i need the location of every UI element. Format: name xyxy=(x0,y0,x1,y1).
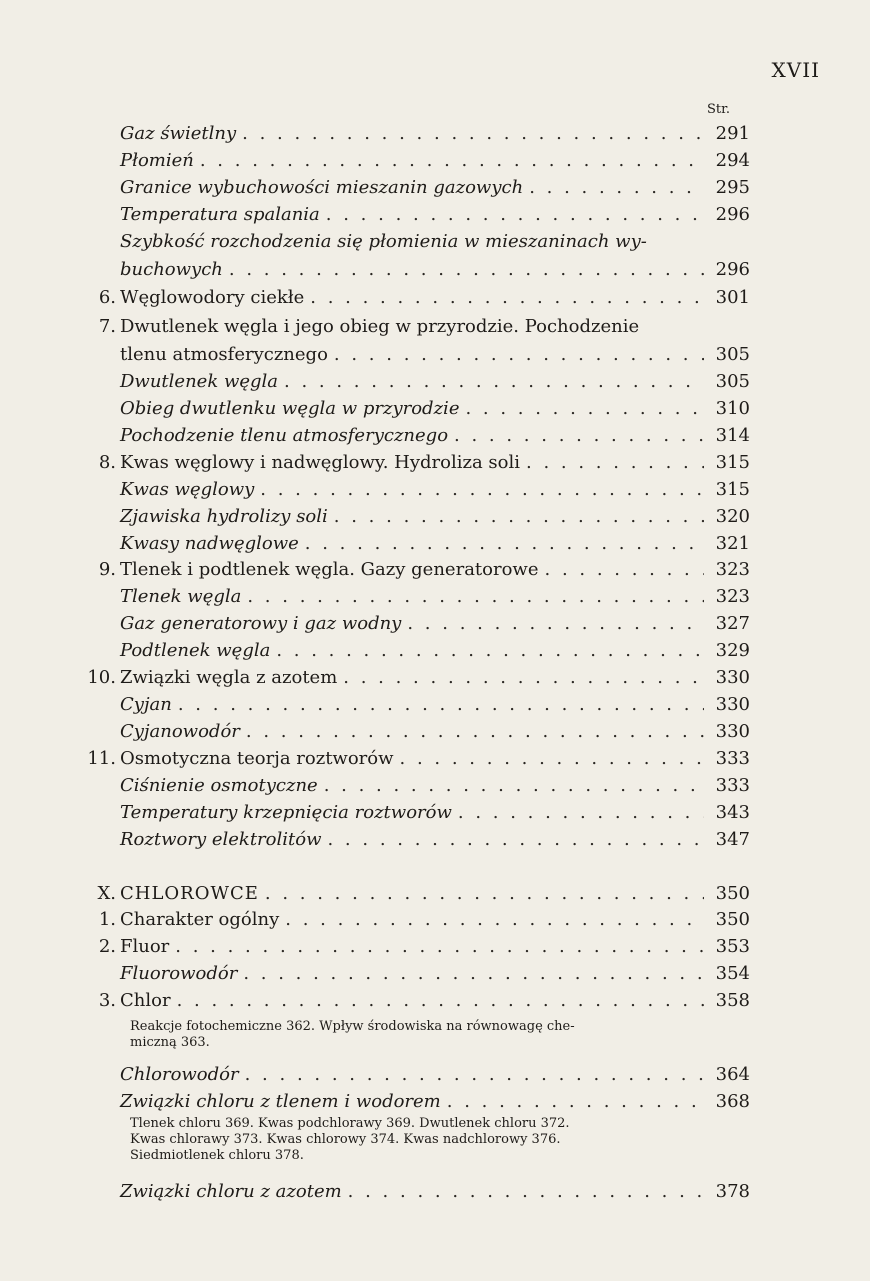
leader-dots xyxy=(175,934,704,960)
entry-number: 11. xyxy=(87,748,116,769)
toc-entry xyxy=(86,692,750,718)
toc-entry xyxy=(86,557,750,583)
entry-page: 301 xyxy=(715,287,750,308)
entry-title: Związki chloru z tlenem i wodorem xyxy=(120,1091,441,1112)
toc-entry xyxy=(86,396,750,422)
entry-title: Dwutlenek węgla xyxy=(120,371,279,392)
toc-chapter-entry xyxy=(86,881,750,907)
entry-page: 368 xyxy=(715,1091,750,1112)
toc-entry xyxy=(86,477,750,503)
entry-title: CHLOROWCE xyxy=(120,883,259,904)
entry-page: 378 xyxy=(715,1181,750,1202)
entry-page: 333 xyxy=(715,748,750,769)
page-number: XVII xyxy=(771,58,820,82)
entry-page: 329 xyxy=(715,640,750,661)
leader-dots xyxy=(327,827,704,853)
entry-title: Płomień xyxy=(120,150,194,171)
toc-entry xyxy=(86,202,750,228)
entry-page: 354 xyxy=(715,963,750,984)
entry-title: Cyjanowodór xyxy=(120,721,240,742)
toc-entry xyxy=(86,907,750,933)
entry-page: 320 xyxy=(715,506,750,527)
toc-entry xyxy=(86,504,750,530)
entry-page: 333 xyxy=(715,775,750,796)
entry-page: 343 xyxy=(715,802,750,823)
entry-page: 330 xyxy=(715,694,750,715)
toc-entry xyxy=(86,148,750,174)
entry-title-line1: Dwutlenek węgla i jego obieg w przyrodzie. Pochodzenie xyxy=(120,316,640,337)
entry-title: Tlenek węgla xyxy=(120,586,242,607)
entry-page: 310 xyxy=(715,398,750,419)
toc-entry xyxy=(86,450,750,476)
entry-title: Osmotyczna teorja roztworów xyxy=(120,748,394,769)
entry-title: Gaz generatorowy i gaz wodny xyxy=(120,613,402,634)
entry-page: 364 xyxy=(715,1064,750,1085)
entry-title: Chlorowodór xyxy=(120,1064,239,1085)
entry-title: Ciśnienie osmotyczne xyxy=(120,775,318,796)
leader-dots xyxy=(229,257,704,283)
toc-entry xyxy=(86,961,750,987)
toc-entry xyxy=(86,746,750,772)
entry-number: 7. xyxy=(98,316,116,337)
toc-entry xyxy=(86,1062,750,1088)
leader-dots xyxy=(454,423,704,449)
leader-dots xyxy=(200,148,704,174)
entry-title: Kwas węglowy xyxy=(120,479,255,500)
entry-title: Gaz świetlny xyxy=(120,123,237,144)
leader-dots xyxy=(326,202,704,228)
entry-title: Fluorowodór xyxy=(120,963,238,984)
entry-title: Związki węgla z azotem xyxy=(120,667,338,688)
leader-dots xyxy=(245,1062,704,1088)
entry-page: 314 xyxy=(715,425,750,446)
entry-page: 330 xyxy=(715,721,750,742)
toc-entry xyxy=(86,175,750,201)
entry-title: Kwasy nadwęglowe xyxy=(120,533,299,554)
entry-page: 315 xyxy=(715,452,750,473)
leader-dots xyxy=(447,1089,704,1115)
leader-dots xyxy=(242,121,704,147)
entry-page: 330 xyxy=(715,667,750,688)
leader-dots xyxy=(343,665,704,691)
leader-dots xyxy=(260,477,704,503)
toc-entry xyxy=(86,314,750,368)
entry-page: 327 xyxy=(715,613,750,634)
entry-number: 9. xyxy=(98,559,116,580)
leader-dots xyxy=(334,342,704,368)
entry-title: Granice wybuchowości mieszanin gazowych xyxy=(120,177,524,198)
toc-entry xyxy=(86,934,750,960)
leader-dots xyxy=(285,907,704,933)
entry-page: 321 xyxy=(715,533,750,554)
entry-page: 353 xyxy=(715,936,750,957)
toc-entry xyxy=(86,531,750,557)
entry-number: 10. xyxy=(87,667,116,688)
leader-dots xyxy=(465,396,704,422)
entry-title: buchowych xyxy=(120,259,223,280)
entry-title: Zjawiska hydrolizy soli xyxy=(120,506,328,527)
leader-dots xyxy=(305,531,704,557)
entry-title: Węglowodory ciekłe xyxy=(120,287,305,308)
toc-entry xyxy=(86,638,750,664)
entry-title: Cyjan xyxy=(120,694,172,715)
entry-note: Reakcje fotochemiczne 362. Wpływ środowiska na równowagę che- miczną 363. xyxy=(130,1019,575,1050)
toc-entry xyxy=(86,719,750,745)
toc-entry xyxy=(86,423,750,449)
toc-entry xyxy=(86,229,750,283)
leader-dots xyxy=(247,584,704,610)
leader-dots xyxy=(545,557,705,583)
entry-page: 323 xyxy=(715,586,750,607)
entry-page: 291 xyxy=(715,123,750,144)
leader-dots xyxy=(526,450,704,476)
leader-dots xyxy=(458,800,704,826)
leader-dots xyxy=(243,961,704,987)
leader-dots xyxy=(324,773,704,799)
entry-page: 347 xyxy=(715,829,750,850)
entry-page: 315 xyxy=(715,479,750,500)
toc-entry xyxy=(86,773,750,799)
leader-dots xyxy=(178,692,704,718)
leader-dots xyxy=(529,175,704,201)
entry-title: Charakter ogólny xyxy=(120,909,280,930)
toc-entry xyxy=(86,665,750,691)
entry-page: 323 xyxy=(715,559,750,580)
entry-title: Fluor xyxy=(120,936,170,957)
toc-entry xyxy=(86,827,750,853)
toc-entry xyxy=(86,121,750,147)
entry-page: 295 xyxy=(715,177,750,198)
toc-entry xyxy=(86,584,750,610)
leader-dots xyxy=(246,719,704,745)
entry-title: Tlenek i podtlenek węgla. Gazy generatorowe xyxy=(120,559,539,580)
entry-title: Podtlenek węgla xyxy=(120,640,271,661)
page-column-label: Str. xyxy=(707,102,731,117)
toc-entry xyxy=(86,988,750,1014)
toc-entry xyxy=(86,369,750,395)
entry-page: 350 xyxy=(715,909,750,930)
entry-title: Kwas węglowy i nadwęglowy. Hydroliza soli xyxy=(120,452,521,473)
entry-number: 6. xyxy=(98,287,116,308)
leader-dots xyxy=(310,285,704,311)
entry-page: 358 xyxy=(715,990,750,1011)
entry-title: Temperatury krzepnięcia roztworów xyxy=(120,802,452,823)
entry-title: Chlor xyxy=(120,990,171,1011)
entry-page: 296 xyxy=(715,259,750,280)
entry-page: 305 xyxy=(715,371,750,392)
leader-dots xyxy=(276,638,704,664)
entry-number: X. xyxy=(97,883,116,904)
entry-page: 294 xyxy=(715,150,750,171)
entry-title: Pochodzenie tlenu atmosferycznego xyxy=(120,425,449,446)
toc-entry xyxy=(86,611,750,637)
toc-entry xyxy=(86,285,750,311)
entry-title-line1: Szybkość rozchodzenia się płomienia w mieszaninach wy- xyxy=(120,231,647,252)
entry-note: Tlenek chloru 369. Kwas podchlorawy 369. Dwutlenek chloru 372. Kwas chlorawy 373. Kwas chlorowy 374. Kwas nadchlorowy 376. Siedmiotlenek chloru 378. xyxy=(130,1116,570,1163)
leader-dots xyxy=(177,988,704,1014)
toc-entry xyxy=(86,800,750,826)
entry-number: 1. xyxy=(98,909,116,930)
entry-title: Roztwory elektrolitów xyxy=(120,829,322,850)
leader-dots xyxy=(284,369,704,395)
toc-entry xyxy=(86,1179,750,1205)
leader-dots xyxy=(400,746,704,772)
entry-page: 305 xyxy=(715,344,750,365)
toc-entry xyxy=(86,1089,750,1115)
entry-page: 350 xyxy=(715,883,750,904)
leader-dots xyxy=(334,504,704,530)
entry-title: Związki chloru z azotem xyxy=(120,1181,342,1202)
entry-page: 296 xyxy=(715,204,750,225)
leader-dots xyxy=(407,611,704,637)
entry-number: 3. xyxy=(98,990,116,1011)
entry-number: 2. xyxy=(98,936,116,957)
entry-title: Temperatura spalania xyxy=(120,204,320,225)
leader-dots xyxy=(348,1179,704,1205)
leader-dots xyxy=(265,881,704,907)
entry-number: 8. xyxy=(98,452,116,473)
entry-title: tlenu atmosferycznego xyxy=(120,344,328,365)
entry-title: Obieg dwutlenku węgla w przyrodzie xyxy=(120,398,460,419)
